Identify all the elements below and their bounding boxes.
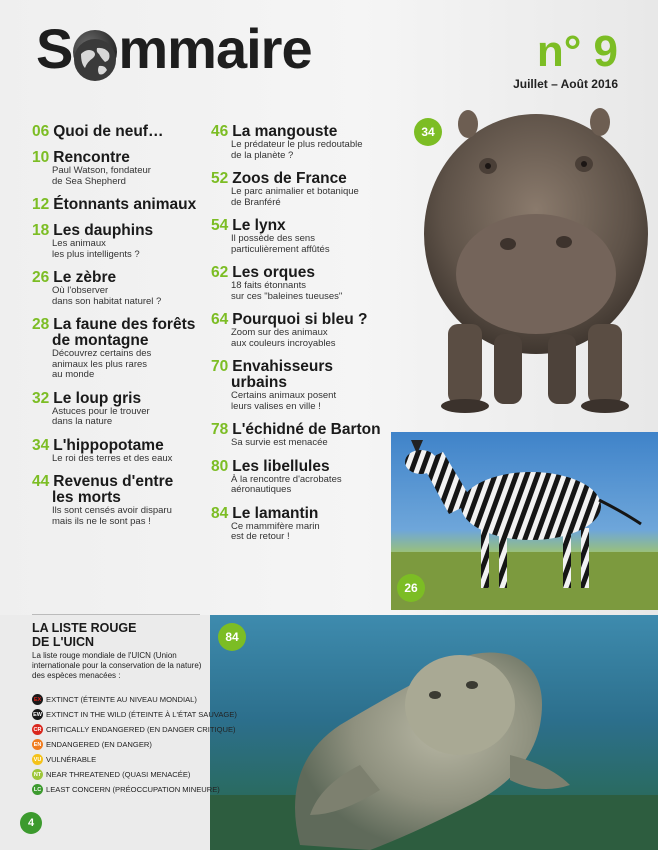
toc-page-number: 18 (32, 222, 50, 239)
redlist-description: La liste rouge mondiale de l'UICN (Union internationale pour la conservation de la nature) des espèces menacées : (32, 651, 202, 680)
toc-description: Le roi des terres et des eaux (52, 452, 173, 464)
toc-title: Les orques (232, 264, 315, 281)
toc-entry-heading (32, 438, 212, 454)
zebra-page-badge: 26 (397, 574, 425, 602)
toc-title: Pourquoi si bleu ? (232, 311, 368, 328)
hippo-page-badge: 34 (414, 118, 442, 146)
manatee-page-badge: 84 (218, 623, 246, 651)
toc-title: Envahisseurs (232, 358, 334, 375)
hippo-photo (408, 84, 658, 424)
page-title (36, 16, 312, 81)
issue-number: n° 9 (536, 27, 618, 76)
redlist-title-line2: DE L'UICN (32, 634, 94, 649)
toc-description: sur ces "baleines tueuses" (231, 290, 343, 302)
toc-title-line2: de montagne (52, 332, 149, 349)
status-label: EXTINCT (ÉTEINTE AU NIVEAU MONDIAL) (46, 695, 197, 704)
toc-entry (211, 359, 389, 412)
toc-column-left (32, 124, 212, 537)
toc-entry-heading (32, 197, 212, 213)
page-number: 4 (20, 812, 42, 834)
toc-page-number: 54 (211, 217, 229, 234)
toc-page-number: 64 (211, 311, 229, 328)
status-label: LEAST CONCERN (PRÉOCCUPATION MINEURE) (46, 785, 220, 794)
toc-description: Sa survie est menacée (231, 437, 328, 448)
toc-entry (32, 317, 212, 381)
redlist-status-item (32, 722, 237, 737)
status-label: ENDANGERED (EN DANGER) (46, 740, 152, 749)
toc-title: Le lynx (232, 217, 286, 234)
toc-entry (32, 150, 212, 187)
toc-entry-heading (32, 391, 212, 407)
redlist-status-item (32, 707, 237, 722)
toc-description: de la planète ? (231, 149, 294, 161)
toc-entry-heading (211, 359, 389, 375)
toc-entry (211, 506, 389, 543)
status-code-badge: VU (32, 754, 43, 765)
title-part-1: S (36, 17, 73, 80)
status-label: EXTINCT IN THE WILD (ÉTEINTE À L'ÉTAT SAUVAGE) (46, 710, 237, 719)
toc-entry-heading (211, 422, 389, 438)
toc-entry-heading (32, 124, 212, 140)
toc-page-number: 52 (211, 170, 229, 187)
toc-description: Les animaux (52, 238, 106, 249)
globe-icon (73, 30, 117, 74)
toc-entry (32, 474, 212, 527)
toc-entry (211, 459, 389, 496)
toc-description: leurs valises en ville ! (231, 400, 321, 412)
toc-page-number: 10 (32, 149, 50, 166)
toc-description: dans son habitat naturel ? (52, 295, 162, 307)
toc-entry (211, 171, 389, 208)
toc-title: Les libellules (232, 457, 330, 475)
toc-page-number: 78 (211, 421, 229, 438)
title-part-2: mmaire (118, 17, 312, 80)
toc-description: À la rencontre d'acrobates (231, 473, 342, 485)
toc-entry (32, 197, 212, 213)
toc-title: La mangouste (232, 123, 338, 140)
toc-description: de Branféré (231, 196, 281, 208)
toc-title: Quoi de neuf… (53, 123, 164, 140)
toc-page-number: 84 (211, 504, 229, 522)
toc-entry-heading (211, 124, 389, 140)
toc-entry (32, 270, 212, 307)
toc-description: aéronautiques (231, 484, 292, 495)
toc-entry-heading (211, 171, 389, 187)
toc-title: L'échidné de Barton (232, 421, 381, 438)
toc-description: Le parc animalier et botanique (231, 186, 359, 197)
toc-entry-heading (211, 506, 389, 522)
toc-description: animaux les plus rares (52, 358, 148, 370)
toc-page-number: 28 (32, 316, 50, 333)
toc-page-number: 44 (32, 473, 50, 490)
toc-entry (211, 265, 389, 302)
toc-entry-heading (32, 474, 212, 490)
toc-title: Le loup gris (53, 389, 142, 407)
toc-title: Revenus d'entre (53, 473, 174, 490)
toc-entry-heading (211, 459, 389, 475)
toc-page-number: 62 (211, 264, 229, 281)
redlist-status-item (32, 767, 237, 782)
redlist-title-line1: LA LISTE ROUGE (32, 621, 137, 635)
toc-entry-heading (211, 265, 389, 281)
toc-description: Paul Watson, fondateur (52, 165, 151, 176)
toc-title: Les dauphins (53, 222, 154, 239)
toc-description: les plus intelligents ? (52, 248, 140, 260)
toc-entry-heading (32, 270, 212, 286)
redlist-box (32, 622, 207, 681)
toc-title-line2: urbains (231, 374, 287, 391)
toc-page-number: 34 (32, 436, 50, 454)
toc-description: Zoom sur des animaux (231, 327, 328, 338)
redlist-status-item (32, 782, 237, 797)
toc-description: mais ils ne le sont pas ! (52, 515, 151, 527)
toc-page-number: 12 (32, 196, 50, 213)
toc-page-number: 32 (32, 389, 50, 407)
redlist-status-item (32, 752, 237, 767)
toc-title-line2: les morts (52, 489, 121, 506)
toc-description: Certains animaux posent (231, 390, 337, 401)
status-label: VULNÉRABLE (46, 755, 97, 764)
toc-entry (211, 218, 389, 255)
toc-description: Il possède des sens (231, 233, 315, 244)
toc-title: Le lamantin (232, 504, 319, 522)
toc-description: Découvrez certains des (52, 348, 152, 359)
issue-date: Juillet – Août 2016 (513, 77, 618, 91)
toc-entry-heading (211, 218, 389, 234)
redlist-status-list (32, 692, 237, 797)
toc-entry (211, 312, 389, 349)
toc-description: dans la nature (52, 416, 113, 427)
toc-title: Rencontre (53, 149, 130, 166)
toc-description: aux couleurs incroyables (231, 337, 336, 349)
toc-entry-heading (211, 312, 389, 328)
toc-title: L'hippopotame (53, 436, 164, 454)
status-label: NEAR THREATENED (QUASI MENACÉE) (46, 770, 191, 779)
toc-description: Le prédateur le plus redoutable (231, 139, 363, 150)
toc-description: au monde (52, 369, 95, 380)
toc-page-number: 80 (211, 457, 229, 475)
status-code-badge: EX (32, 694, 43, 705)
toc-entry (32, 438, 212, 465)
issue-info (513, 27, 618, 91)
toc-entry (32, 124, 212, 140)
status-label: CRITICALLY ENDANGERED (EN DANGER CRITIQUE) (46, 725, 236, 734)
toc-entry (32, 391, 212, 428)
toc-entry (32, 223, 212, 260)
manatee-photo (210, 615, 658, 850)
toc-description: Où l'observer (52, 285, 109, 296)
redlist-status-item (32, 692, 237, 707)
toc-page-number: 06 (32, 123, 50, 140)
toc-title: Zoos de France (232, 170, 347, 187)
redlist-status-item (32, 737, 237, 752)
status-code-badge: NT (32, 769, 43, 780)
status-code-badge: CR (32, 724, 43, 735)
toc-title: La faune des forêts (53, 316, 196, 333)
zebra-photo (391, 432, 658, 610)
toc-entry-heading (32, 150, 212, 166)
toc-title: Le zèbre (53, 269, 117, 286)
toc-description: Ce mammifère marin (231, 520, 320, 532)
toc-page-number: 70 (211, 358, 229, 375)
status-code-badge: EW (32, 709, 43, 720)
toc-description: particulièrement affûtés (231, 243, 330, 255)
toc-description: de Sea Shepherd (52, 175, 126, 187)
status-code-badge: LC (32, 784, 43, 795)
redlist-divider (32, 614, 200, 615)
toc-entry-heading (32, 317, 212, 333)
toc-description: Ils sont censés avoir disparu (52, 505, 172, 516)
toc-description: Astuces pour le trouver (52, 405, 150, 417)
toc-entry (211, 422, 389, 449)
toc-entry-heading (32, 223, 212, 239)
toc-description: 18 faits étonnants (231, 280, 306, 291)
toc-page-number: 26 (32, 269, 50, 286)
toc-page-number: 46 (211, 123, 229, 140)
toc-column-right (211, 124, 389, 553)
toc-description: est de retour ! (231, 531, 290, 542)
toc-entry (211, 124, 389, 161)
toc-title: Étonnants animaux (53, 196, 197, 213)
status-code-badge: EN (32, 739, 43, 750)
